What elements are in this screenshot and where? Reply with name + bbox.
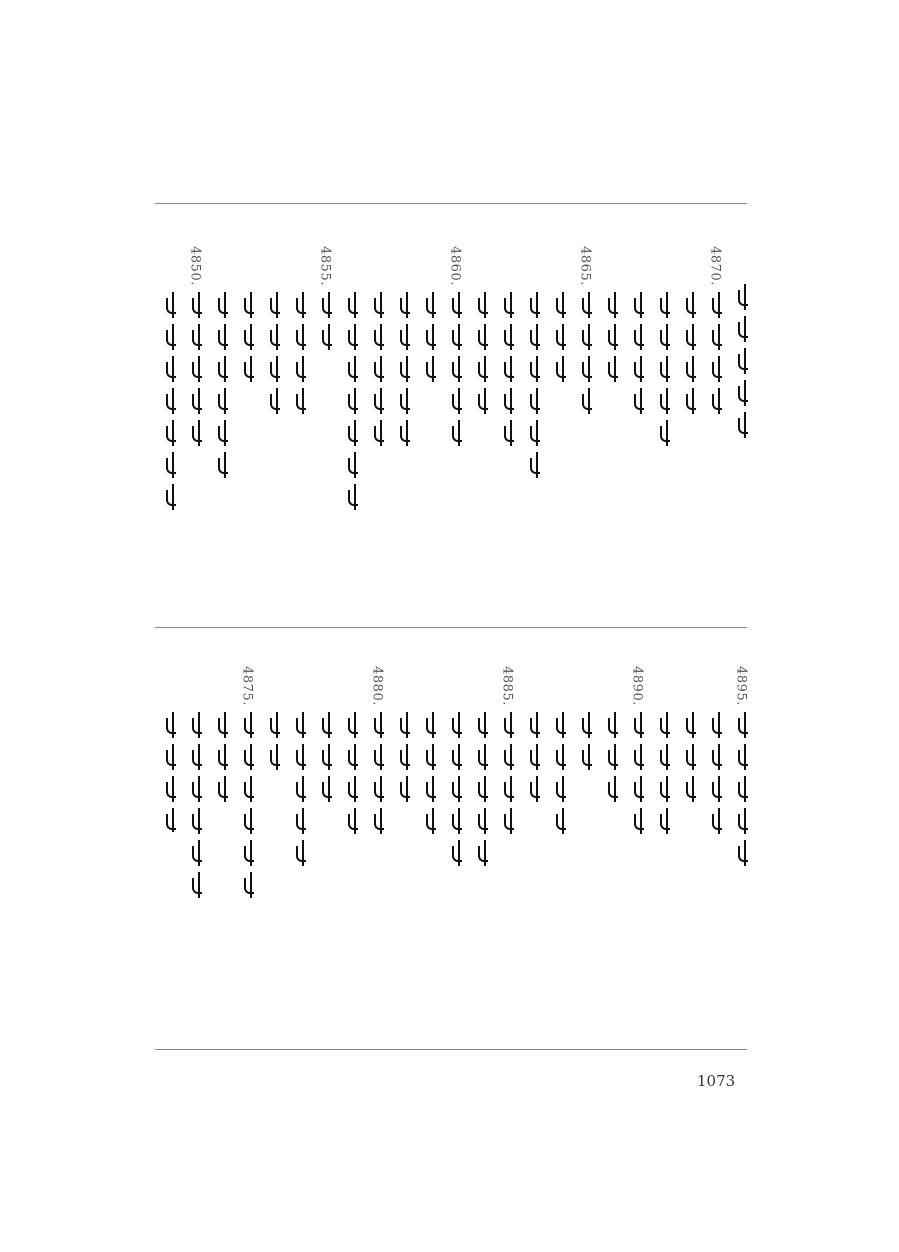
- text-column: [314, 664, 336, 954]
- text-column: [288, 244, 310, 544]
- line-number: 4880.: [369, 666, 385, 706]
- line-number: 4860.: [447, 246, 463, 286]
- text-column: [262, 664, 284, 954]
- text-column: [496, 244, 518, 544]
- top-rule: [155, 203, 747, 204]
- text-column: [418, 244, 440, 544]
- text-column: [652, 244, 674, 544]
- line-number: 4895.: [733, 666, 749, 706]
- text-column: [444, 244, 466, 544]
- text-column: [184, 664, 206, 954]
- text-column: [158, 244, 180, 544]
- line-number: 4850.: [187, 246, 203, 286]
- text-column: [626, 664, 648, 954]
- text-column: [210, 664, 232, 954]
- text-column: [600, 244, 622, 544]
- text-column: [210, 244, 232, 544]
- text-column: [522, 244, 544, 544]
- text-column: [652, 664, 674, 954]
- line-number: 4875.: [239, 666, 255, 706]
- text-column: [184, 244, 206, 544]
- text-column: [704, 244, 726, 544]
- text-column: [678, 244, 700, 544]
- text-column: [470, 664, 492, 954]
- text-column: [548, 244, 570, 544]
- text-column: [236, 244, 258, 544]
- line-number: 4865.: [577, 246, 593, 286]
- text-column: [678, 664, 700, 954]
- middle-rule: [155, 627, 747, 628]
- text-column: [574, 664, 596, 954]
- text-column: [158, 664, 180, 954]
- line-number: 4890.: [629, 666, 645, 706]
- bottom-rule: [155, 1049, 747, 1050]
- text-column: [730, 664, 752, 954]
- text-column: [574, 244, 596, 544]
- text-column: [340, 664, 362, 954]
- line-number: 4870.: [707, 246, 723, 286]
- text-column: [392, 664, 414, 954]
- text-column: [366, 244, 388, 544]
- text-column: [522, 664, 544, 954]
- text-column: [470, 244, 492, 544]
- line-number: 4885.: [499, 666, 515, 706]
- text-column: [314, 244, 336, 544]
- text-column: [288, 664, 310, 954]
- page-number: 1073: [697, 1072, 736, 1090]
- text-column: [548, 664, 570, 954]
- text-column: [626, 244, 648, 544]
- text-column: [392, 244, 414, 544]
- text-column: [262, 244, 284, 544]
- line-number: 4855.: [317, 246, 333, 286]
- text-column: [496, 664, 518, 954]
- text-column: [730, 244, 752, 544]
- text-column: [704, 664, 726, 954]
- text-column: [418, 664, 440, 954]
- text-column: [444, 664, 466, 954]
- text-column: [236, 664, 258, 954]
- text-column: [366, 664, 388, 954]
- text-column: [600, 664, 622, 954]
- text-column: [340, 244, 362, 544]
